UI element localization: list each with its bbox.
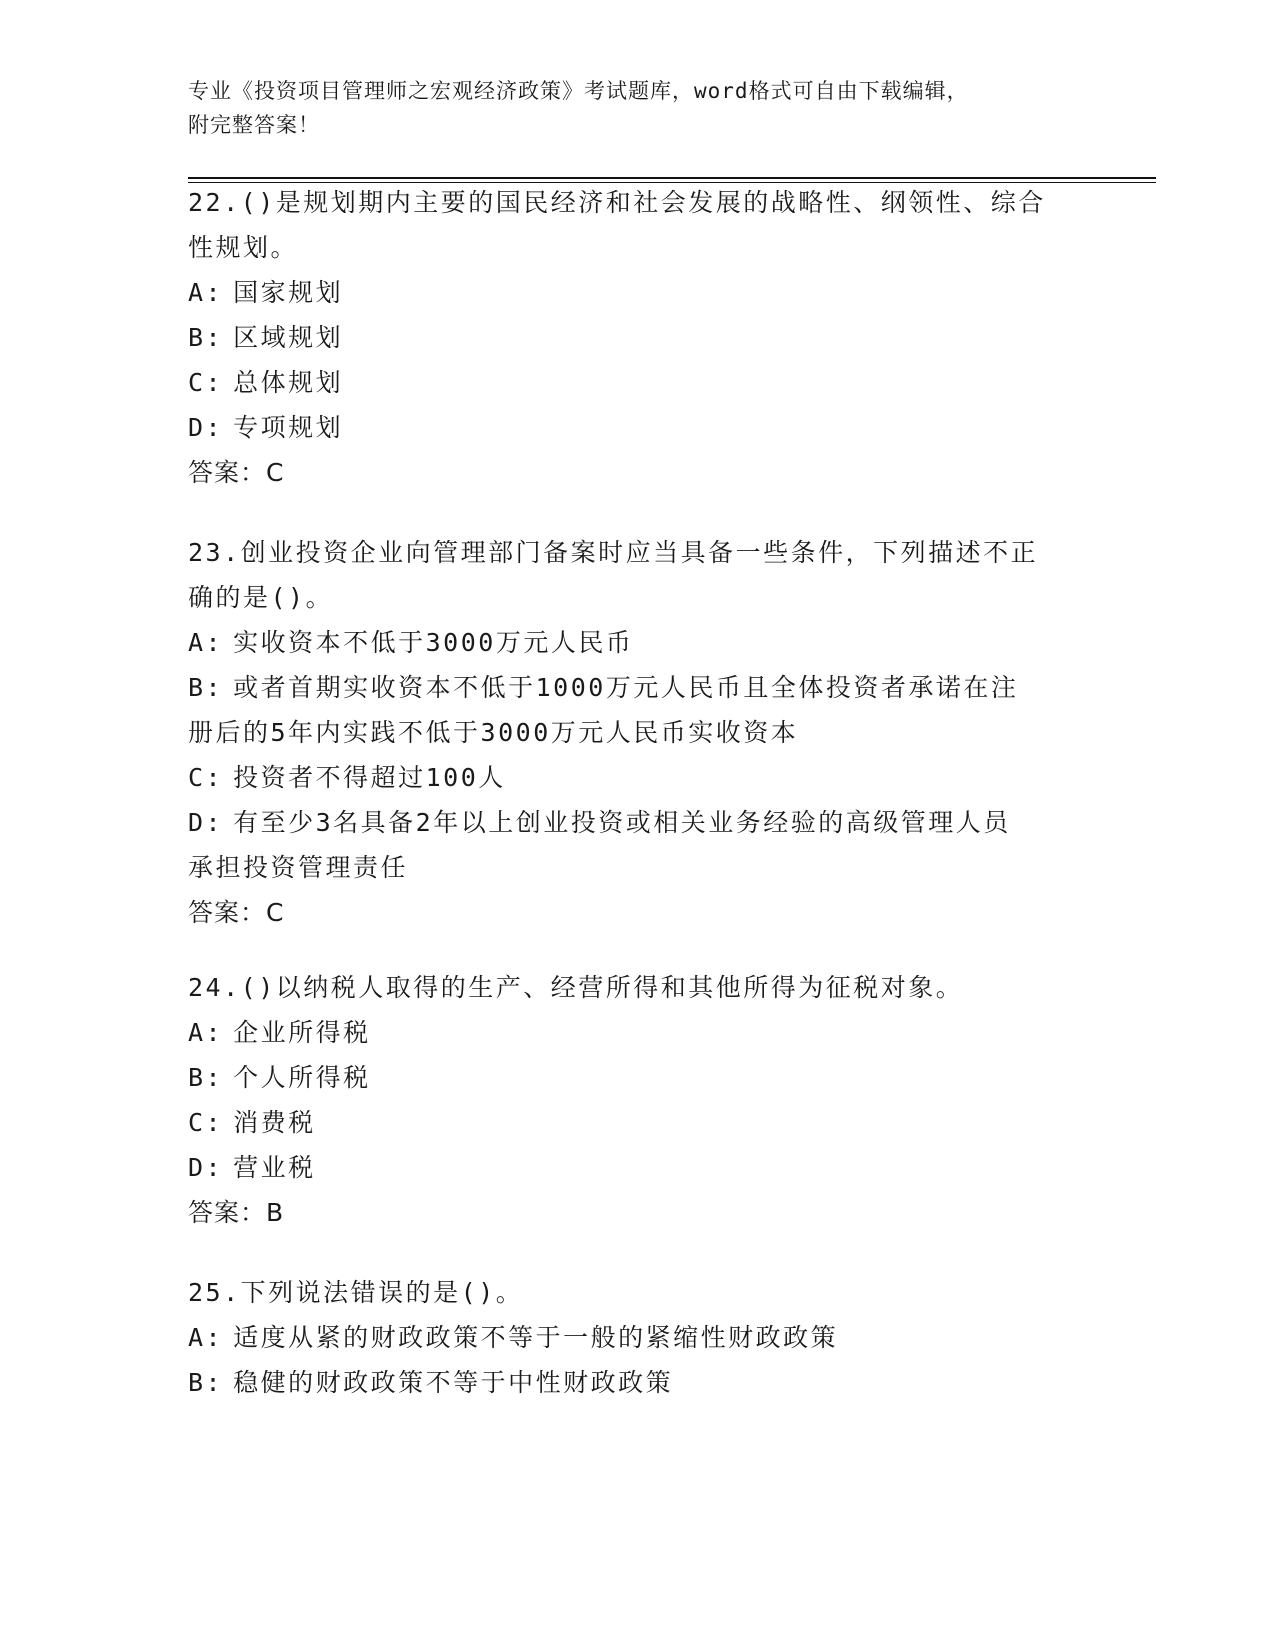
question-stem-line: 25.下列说法错误的是()。 <box>188 1278 524 1307</box>
option-text: 适度从紧的财政政策不等于一般的紧缩性财政政策 <box>233 1323 839 1352</box>
question-25 <box>188 1270 1088 1405</box>
option-b <box>188 315 1088 360</box>
option-b <box>188 1055 1088 1100</box>
option-a <box>188 1010 1088 1055</box>
option-text: 或者首期实收资本不低于1000万元人民币且全体投资者承诺在注 <box>233 673 1019 702</box>
question-stem-line: 24.()以纳税人取得的生产、经营所得和其他所得为征税对象。 <box>188 973 964 1002</box>
option-c <box>188 1100 1088 1145</box>
answer-line: 答案：C <box>188 898 285 927</box>
option-label: C: <box>188 763 224 792</box>
option-b-continued: 册后的5年内实践不低于3000万元人民币实收资本 <box>188 718 799 747</box>
question-stem-line: 23.创业投资企业向管理部门备案时应当具备一些条件，下列描述不正 <box>188 538 1039 567</box>
option-label: D: <box>188 1153 224 1182</box>
answer-line: 答案：C <box>188 458 285 487</box>
option-c <box>188 755 1088 800</box>
option-d <box>188 1145 1088 1190</box>
option-d <box>188 800 1088 845</box>
option-label: A: <box>188 1323 224 1352</box>
option-text: 个人所得税 <box>233 1063 371 1092</box>
option-text: 国家规划 <box>233 278 344 307</box>
option-label: B: <box>188 673 224 702</box>
option-label: D: <box>188 808 224 837</box>
option-d-continued: 承担投资管理责任 <box>188 853 409 882</box>
header-rule-thick <box>188 177 1156 179</box>
option-d <box>188 405 1088 450</box>
option-label: B: <box>188 1368 224 1397</box>
option-b <box>188 665 1088 710</box>
question-24 <box>188 965 1088 1235</box>
option-a <box>188 620 1088 665</box>
question-stem-line: 性规划。 <box>188 233 299 262</box>
intro-line-1: 专业《投资项目管理师之宏观经济政策》考试题库，word格式可自由下载编辑， <box>188 79 969 103</box>
option-text: 专项规划 <box>233 413 344 442</box>
option-label: A: <box>188 628 224 657</box>
answer-line: 答案：B <box>188 1198 285 1227</box>
intro-line-2: 附完整答案！ <box>188 113 320 137</box>
option-label: A: <box>188 278 224 307</box>
question-stem-line: 确的是()。 <box>188 583 334 612</box>
question-stem-line: 22.()是规划期内主要的国民经济和社会发展的战略性、纲领性、综合 <box>188 188 1046 217</box>
option-text: 消费税 <box>233 1108 316 1137</box>
option-label: C: <box>188 1108 224 1137</box>
option-label: D: <box>188 413 224 442</box>
option-text: 投资者不得超过100人 <box>233 763 506 792</box>
option-c <box>188 360 1088 405</box>
document-intro <box>188 74 1068 142</box>
question-22 <box>188 180 1088 495</box>
option-b <box>188 1360 1088 1405</box>
option-label: B: <box>188 323 224 352</box>
option-a <box>188 1315 1088 1360</box>
question-23 <box>188 530 1088 935</box>
option-text: 营业税 <box>233 1153 316 1182</box>
option-label: A: <box>188 1018 224 1047</box>
option-text: 稳健的财政政策不等于中性财政政策 <box>233 1368 674 1397</box>
option-text: 总体规划 <box>233 368 344 397</box>
option-text: 有至少3名具备2年以上创业投资或相关业务经验的高级管理人员 <box>233 808 1011 837</box>
option-a <box>188 270 1088 315</box>
option-text: 实收资本不低于3000万元人民币 <box>233 628 634 657</box>
option-label: C: <box>188 368 224 397</box>
option-label: B: <box>188 1063 224 1092</box>
option-text: 企业所得税 <box>233 1018 371 1047</box>
option-text: 区域规划 <box>233 323 344 352</box>
